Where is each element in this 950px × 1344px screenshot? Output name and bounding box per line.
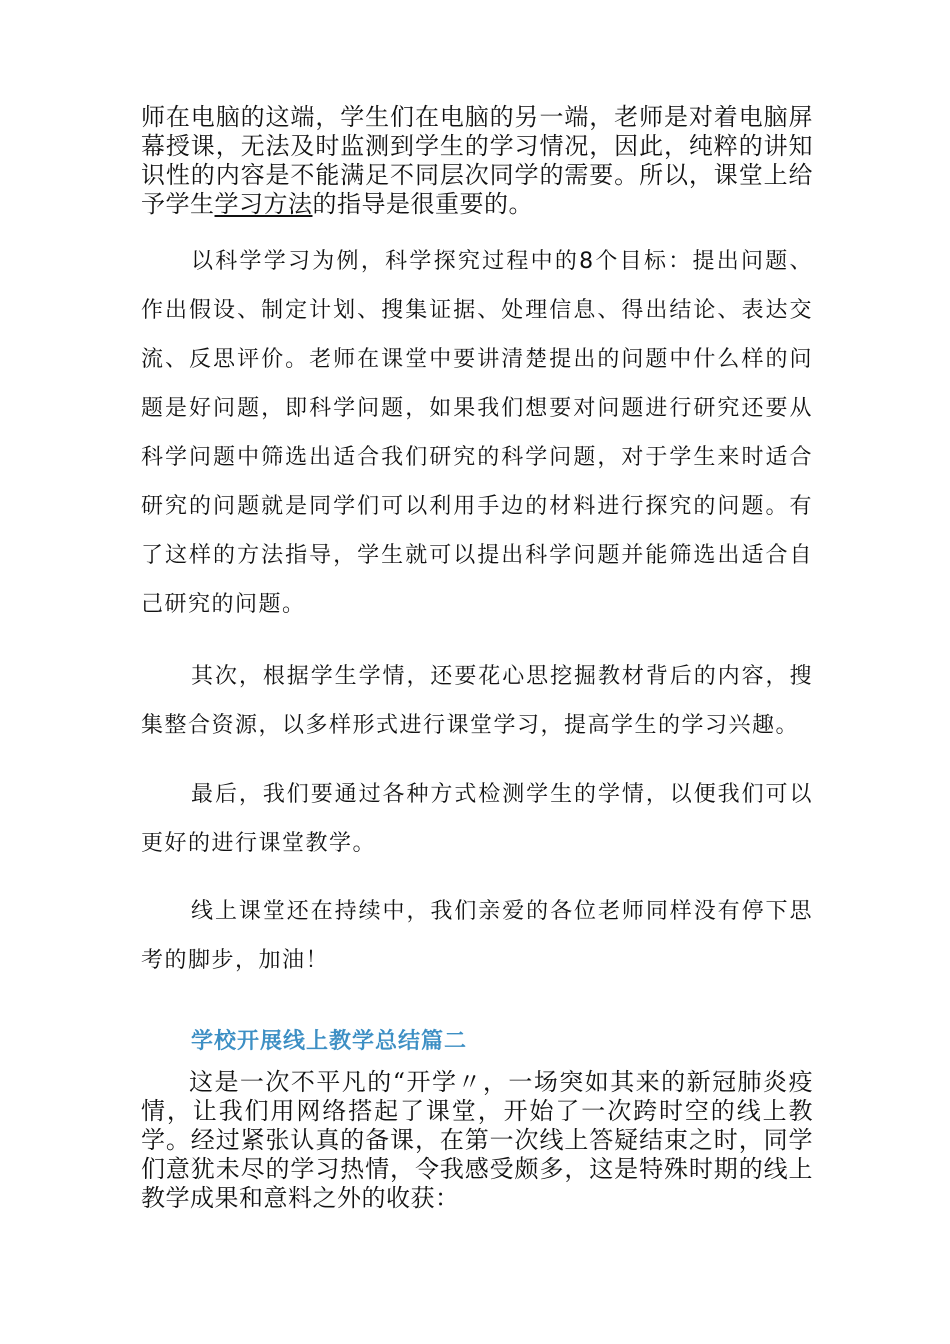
ongoing-paragraph: 线上课堂还在持续中，我们亲爱的各位老师同样没有停下思考的脚步，加油！ xyxy=(141,899,813,973)
section-two-paragraph: 这是一次不平凡的“开学〃，一场突如其来的新冠肺炎疫情，让我们用网络搭起了课堂，开始了一次跨时空的线上教学。经过紧张认真的备课，在第一次线上答疑结束之时，同学们意犹未尽的学习热情，令我感受颇多，这是特殊时期的线上教学成果和意料之外的收获： xyxy=(141,1068,813,1212)
intro-paragraph xyxy=(141,103,813,219)
finally-paragraph: 最后，我们要通过各种方式检测学生的学情，以便我们可以更好的进行课堂教学。 xyxy=(141,782,813,856)
section-heading: 学校开展线上教学总结篇二 xyxy=(191,1029,468,1054)
intro-text: 师在电脑的这端，学生们在电脑的另一端，老师是对着电脑屏幕授课，无法及时监测到学生的学习情况，因此，纯粹的讲知识性的内容是不能满足不同层次同学的需要。所以，课堂上给予学生 xyxy=(141,103,813,218)
intro-text-end: 的指导是很重要的。 xyxy=(312,190,533,218)
study-method-link[interactable]: 学习方法 xyxy=(214,190,313,218)
secondly-paragraph: 其次，根据学生学情，还要花心思挖掘教材背后的内容，搜集整合资源，以多样形式进行课堂学习，提高学生的学习兴趣。 xyxy=(141,664,813,738)
science-paragraph: 以科学学习为例，科学探究过程中的8个目标：提出问题、作出假设、制定计划、搜集证据、处理信息、得出结论、表达交流、反思评价。老师在课堂中要讲清楚提出的问题中什么样的问题是好问题，即科学问题，如果我们想要对问题进行研究还要从科学问题中筛选出适合我们研究的科学问题，对于学生来时适合研究的问题就是同学们可以利用手边的材料进行探究的问题。有了这样的方法指导，学生就可以提出科学问题并能筛选出适合自己研究的问题。 xyxy=(141,249,813,617)
